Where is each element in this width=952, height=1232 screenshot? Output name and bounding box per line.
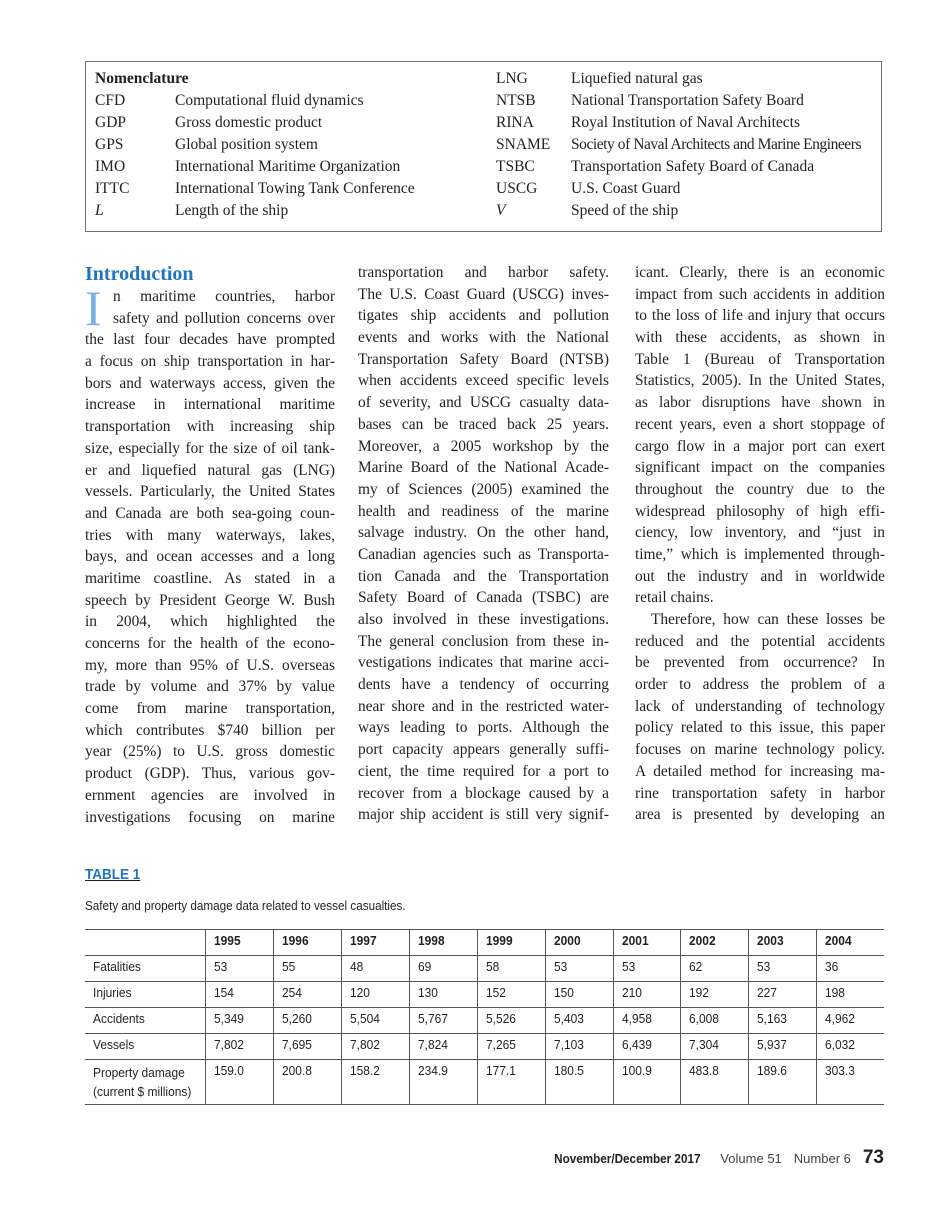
text-line: bases can be traced back 25 years.	[358, 415, 609, 433]
text-line: tries with many waterways, lakes,	[85, 526, 335, 544]
nomenclature-abbr: USCG	[496, 180, 538, 197]
table-header-cell	[749, 930, 817, 956]
text-line: transportation and harbor safety.	[358, 264, 609, 281]
table-cell	[85, 956, 206, 982]
table-cell	[545, 1008, 613, 1034]
text-line: the last four decades have prompted	[85, 331, 335, 349]
cell-text: 48	[349, 959, 364, 974]
cell-text: 4,958	[621, 1011, 652, 1026]
cell-text: Property damage (current $ millions)	[93, 1065, 192, 1099]
nomenclature-entry	[95, 200, 475, 222]
cell-text: 7,802	[349, 1037, 380, 1052]
text-line: recent years, even a short stoppage of	[635, 415, 885, 433]
text-line: come from marine transportation,	[85, 700, 335, 718]
text-line: events and works with the National	[358, 329, 609, 347]
text-line: as labor disruptions have shown in	[635, 394, 885, 412]
table-cell	[613, 982, 681, 1008]
text-line: Therefore, how can these losses be	[651, 611, 885, 628]
text-line: of severity, and USCG casualty data-	[358, 394, 609, 412]
cell-text: 483.8	[689, 1063, 720, 1078]
table-cell	[749, 956, 817, 982]
cell-text: Fatalities	[93, 959, 141, 974]
cell-text: 254	[281, 985, 302, 1000]
text-line: maritime coastline. As stated in a	[85, 569, 335, 587]
text-line: year (25%) to U.S. gross domestic	[85, 743, 335, 761]
table-cell	[206, 956, 274, 982]
table-header-cell	[409, 930, 477, 956]
text-line: Safety Board of Canada (TSBC) are	[358, 589, 609, 607]
cell-text: 7,304	[689, 1037, 720, 1052]
article-column-1	[85, 262, 335, 828]
journal-volume: Volume 51	[720, 1151, 782, 1166]
text-line: n maritime countries, harbor	[113, 288, 335, 305]
table-cell	[817, 1008, 884, 1034]
table-cell	[273, 982, 341, 1008]
nomenclature-entry	[496, 112, 881, 134]
nomenclature-abbr: LNG	[496, 70, 528, 87]
nomenclature-abbr: CFD	[95, 92, 126, 109]
cell-text: 5,403	[553, 1011, 584, 1026]
text-line: with these accidents, as shown in	[635, 329, 885, 347]
table-cell	[206, 1060, 274, 1105]
page-footer	[546, 1147, 884, 1169]
cell-text: 53	[757, 959, 771, 974]
drop-cap: I	[85, 280, 102, 336]
table-cell	[477, 1034, 545, 1060]
text-line: Table 1 (Bureau of Transportation	[635, 350, 885, 368]
nomenclature-entry	[496, 156, 881, 178]
table-cell	[85, 1034, 206, 1060]
header-text: 2003	[757, 933, 784, 948]
text-line: speech by President George W. Bush	[85, 591, 335, 609]
nomenclature-box	[85, 61, 882, 232]
nomenclature-definition: International Maritime Organization	[175, 158, 401, 175]
cell-text: 62	[689, 959, 703, 974]
text-line: icant. Clearly, there is an economic	[635, 264, 885, 281]
nomenclature-entry	[496, 90, 881, 112]
text-line: safety and pollution concerns over	[113, 309, 335, 327]
text-line: reduced and the potential accidents	[635, 632, 885, 650]
page-number: 73	[862, 1147, 884, 1168]
nomenclature-abbr: TSBC	[496, 158, 535, 175]
table-cell	[477, 956, 545, 982]
table-cell	[273, 1060, 341, 1105]
nomenclature-abbr: IMO	[95, 158, 126, 175]
text-line: a focus on ship transportation in har-	[85, 353, 335, 371]
nomenclature-definition: Gross domestic product	[175, 114, 323, 131]
cell-text: Accidents	[93, 1011, 145, 1026]
table-header-cell	[341, 930, 409, 956]
nomenclature-abbr: RINA	[496, 114, 534, 131]
nomenclature-entry	[95, 90, 475, 112]
text-line: tion Canada and the Transportation	[358, 567, 609, 585]
nomenclature-definition: International Towing Tank Conference	[175, 180, 415, 197]
header-text: 1999	[485, 933, 513, 948]
table-cell	[341, 1060, 409, 1105]
table-cell	[817, 1060, 884, 1105]
table-cell	[273, 956, 341, 982]
cell-text: 234.9	[417, 1063, 448, 1078]
table-cell	[681, 956, 749, 982]
cell-text: 130	[417, 985, 438, 1000]
nomenclature-abbr: L	[95, 202, 104, 219]
text-line: out the industry and in worldwide	[635, 567, 885, 585]
table-cell	[613, 956, 681, 982]
header-text: 2004	[825, 933, 852, 948]
header-text: 1995	[214, 933, 241, 948]
text-line: port capacity appears generally suffi-	[358, 741, 609, 759]
text-line: lack of understanding of technology	[635, 697, 885, 715]
cell-text: 159.0	[214, 1063, 244, 1078]
text-line: retail chains.	[635, 589, 714, 607]
nomenclature-entry	[496, 68, 881, 90]
section-heading: Introduction	[85, 263, 194, 285]
nomenclature-definition: Society of Naval Architects and Marine Engineers	[571, 136, 862, 153]
data-table	[85, 929, 884, 1105]
nomenclature-abbr: ITTC	[95, 180, 130, 197]
nomenclature-definition: Global position system	[175, 136, 318, 153]
text-line: in 2004, which highlighted the	[85, 613, 335, 631]
article-column-3	[635, 262, 885, 826]
cell-text: 210	[621, 985, 642, 1000]
table-cell	[681, 1008, 749, 1034]
table-cell	[749, 1034, 817, 1060]
table-header-cell	[681, 930, 749, 956]
cell-text: 36	[825, 959, 839, 974]
text-line: Statistics, 2005). In the United States,	[635, 372, 885, 390]
table-cell	[817, 982, 884, 1008]
table-cell	[341, 1034, 409, 1060]
text-line: trade by volume and 37% by value	[85, 678, 335, 696]
text-line: widespread philosophy of high effi-	[635, 502, 885, 520]
text-line: health and readiness of the marine	[358, 502, 609, 520]
nomenclature-definition: Length of the ship	[175, 202, 289, 219]
text-line: tigates ship accidents and pollution	[358, 307, 609, 325]
cell-text: Injuries	[93, 985, 132, 1000]
cell-text: 198	[825, 985, 846, 1000]
table-cell	[85, 1008, 206, 1034]
text-line: size, especially for the size of oil tank-	[85, 439, 335, 457]
text-line: major ship accident is still very signif-	[358, 806, 609, 824]
table-cell	[749, 982, 817, 1008]
nomenclature-entry	[496, 134, 881, 156]
header-text: 1997	[349, 933, 377, 948]
text-line: concerns for the health of the econo-	[85, 635, 335, 652]
text-line: area is presented by developing an	[635, 806, 885, 824]
text-line: and Canada are both sea-going coun-	[85, 504, 335, 522]
cell-text: 6,032	[825, 1037, 856, 1052]
text-line: dents have a tendency of occurring	[358, 676, 609, 694]
table-header-cell	[206, 930, 274, 956]
cell-text: 5,504	[349, 1011, 380, 1026]
table-cell	[477, 1060, 545, 1105]
text-line: increase in international maritime	[85, 396, 335, 414]
text-line: recover from a blockage caused by a	[358, 784, 609, 802]
text-line: Marine Board of the National Acade-	[358, 459, 609, 477]
cell-text: 5,526	[485, 1011, 516, 1026]
table-cell	[545, 982, 613, 1008]
cell-text: 5,937	[757, 1037, 788, 1052]
table-header-cell	[273, 930, 341, 956]
nomenclature-definition: Royal Institution of Naval Architects	[571, 114, 801, 131]
table-cell	[477, 1008, 545, 1034]
text-line: The U.S. Coast Guard (USCG) inves-	[358, 285, 609, 303]
header-text: 1996	[281, 933, 309, 948]
text-line: throughout the country due to the	[635, 480, 885, 498]
table-cell	[409, 982, 477, 1008]
text-line: Canadian agencies such as Transporta-	[358, 545, 609, 563]
table-cell	[409, 956, 477, 982]
table-cell	[817, 956, 884, 982]
header-text: 2002	[689, 933, 717, 948]
nomenclature-definition: Computational fluid dynamics	[175, 92, 364, 109]
table-label[interactable]: TABLE 1	[85, 866, 141, 883]
nomenclature-abbr: SNAME	[496, 136, 551, 153]
table-cell	[545, 1034, 613, 1060]
table-cell	[681, 1034, 749, 1060]
table-cell	[273, 1034, 341, 1060]
nomenclature-title: Nomenclature	[95, 70, 189, 87]
table-header-cell	[817, 930, 884, 956]
nomenclature-entry	[95, 156, 475, 178]
nomenclature-definition: Liquefied natural gas	[571, 70, 703, 87]
text-line: bors and waterways access, given the	[85, 374, 335, 392]
table-row	[85, 956, 884, 982]
text-line: The general conclusion from these in-	[358, 632, 609, 650]
table-cell	[409, 1060, 477, 1105]
text-line: er and liquefied natural gas (LNG)	[85, 461, 335, 479]
cell-text: 5,767	[417, 1011, 448, 1026]
text-line: policy related to this issue, this paper	[635, 719, 885, 737]
text-line: product (GDP). Thus, various gov-	[85, 765, 335, 783]
cell-text: 100.9	[621, 1063, 652, 1078]
text-line: investigations focusing on marine	[85, 808, 335, 826]
cell-text: 69	[417, 959, 432, 974]
text-line: ciency, low inventory, and “just in	[635, 524, 885, 542]
table-cell	[341, 982, 409, 1008]
text-line: vestigations indicates that marine acci-	[358, 654, 609, 672]
article-column-2	[358, 262, 609, 826]
text-line: cargo flow in a major port can exert	[635, 437, 885, 455]
table-header-cell	[613, 930, 681, 956]
table-header-row	[85, 930, 884, 956]
text-line: my, more than 95% of U.S. overseas	[85, 656, 335, 674]
table-cell	[206, 982, 274, 1008]
cell-text: 7,802	[214, 1037, 244, 1052]
table-row	[85, 1034, 884, 1060]
cell-text: 120	[349, 985, 370, 1000]
cell-text: 158.2	[349, 1063, 380, 1078]
table-cell	[749, 1008, 817, 1034]
cell-text: 192	[689, 985, 710, 1000]
cell-text: 53	[553, 959, 567, 974]
table-cell	[613, 1034, 681, 1060]
nomenclature-definition: Speed of the ship	[571, 202, 679, 219]
cell-text: 7,103	[553, 1037, 584, 1052]
cell-text: 152	[485, 985, 506, 1000]
nomenclature-entry	[95, 134, 475, 156]
text-line: vessels. Particularly, the United States	[85, 483, 335, 501]
nomenclature-definition: U.S. Coast Guard	[571, 180, 681, 197]
nomenclature-entry	[496, 200, 881, 222]
text-line: significant impact on the companies	[635, 459, 885, 477]
table-cell	[206, 1034, 274, 1060]
header-text: 2001	[621, 933, 649, 948]
nomenclature-abbr: V	[496, 202, 506, 219]
text-line: ways leading to ports. Although the	[358, 719, 609, 737]
table-row	[85, 982, 884, 1008]
journal-issue: November/December 2017	[553, 1151, 701, 1166]
text-line: ernment agencies are involved in	[85, 786, 335, 804]
table-cell	[409, 1034, 477, 1060]
text-line: Transportation Safety Board (NTSB)	[358, 350, 609, 368]
cell-text: 55	[281, 959, 296, 974]
cell-text: 189.6	[757, 1063, 788, 1078]
cell-text: 58	[485, 959, 499, 974]
cell-text: 180.5	[553, 1063, 584, 1078]
table-cell	[613, 1060, 681, 1105]
table-cell	[206, 1008, 274, 1034]
journal-number: Number 6	[793, 1151, 851, 1166]
cell-text: 5,349	[214, 1011, 244, 1026]
text-line: cient, the time required for a port to	[358, 762, 609, 780]
cell-text: 5,260	[281, 1011, 312, 1026]
cell-text: 200.8	[281, 1063, 312, 1078]
cell-text: 7,824	[417, 1037, 448, 1052]
table-cell	[85, 982, 206, 1008]
table-header-cell	[477, 930, 545, 956]
text-line: salvage industry. On the other hand,	[358, 524, 609, 542]
nomenclature-entry	[95, 178, 475, 200]
table-cell	[681, 982, 749, 1008]
text-line: bays, and ocean accesses and a long	[85, 548, 335, 566]
text-line: order to address the problem of a	[635, 676, 885, 694]
table-row	[85, 1008, 884, 1034]
nomenclature-entry	[95, 112, 475, 134]
text-line: transportation with increasing ship	[85, 418, 335, 436]
nomenclature-abbr: GDP	[95, 114, 127, 131]
table-caption: Safety and property damage data related to vessel casualties.	[85, 898, 406, 913]
cell-text: 7,695	[281, 1037, 312, 1052]
table-cell	[273, 1008, 341, 1034]
header-text: 2000	[553, 933, 581, 948]
cell-text: 53	[214, 959, 228, 974]
cell-text: 5,163	[757, 1011, 788, 1026]
text-line: near shore and in the restricted water-	[358, 697, 609, 715]
text-line: which contributes $740 billion per	[85, 721, 335, 739]
cell-text: 53	[621, 959, 635, 974]
cell-text: 6,439	[621, 1037, 652, 1052]
text-line: my of Sciences (2005) examined the	[358, 480, 609, 498]
cell-text: 303.3	[825, 1063, 856, 1078]
nomenclature-definition: Transportation Safety Board of Canada	[571, 158, 815, 175]
table-cell	[613, 1008, 681, 1034]
nomenclature-entry	[496, 178, 881, 200]
text-line: time,” which is implemented through-	[635, 545, 885, 563]
table-cell	[341, 956, 409, 982]
table-header-cell	[85, 930, 206, 956]
nomenclature-abbr: NTSB	[496, 92, 536, 109]
text-line: focuses on marine technology policy.	[635, 741, 885, 759]
nomenclature-abbr: GPS	[95, 136, 124, 153]
text-line: also involved in these investigations.	[358, 611, 609, 628]
text-line: rine transportation safety in harbor	[635, 784, 885, 802]
text-line: be prevented from occurrence? In	[635, 654, 885, 672]
cell-text: 7,265	[485, 1037, 516, 1052]
cell-text: Vessels	[93, 1037, 135, 1052]
table-cell	[85, 1060, 206, 1105]
table-cell	[681, 1060, 749, 1105]
nomenclature-definition: National Transportation Safety Board	[571, 92, 804, 109]
text-line: impact from such accidents in addition	[635, 285, 885, 303]
cell-text: 177.1	[485, 1063, 516, 1078]
cell-text: 6,008	[689, 1011, 720, 1026]
header-text: 1998	[417, 933, 445, 948]
table-cell	[477, 982, 545, 1008]
table-cell	[341, 1008, 409, 1034]
cell-text: 150	[553, 985, 574, 1000]
table-cell	[545, 956, 613, 982]
text-line: Moreover, a 2005 workshop by the	[358, 437, 609, 455]
table-cell	[545, 1060, 613, 1105]
cell-text: 4,962	[825, 1011, 856, 1026]
text-line: to the loss of life and injury that occurs	[635, 307, 885, 325]
cell-text: 154	[214, 985, 234, 1000]
table-cell	[749, 1060, 817, 1105]
table-row	[85, 1060, 884, 1105]
table-header-cell	[545, 930, 613, 956]
cell-text: 227	[757, 985, 778, 1000]
text-line: when accidents exceed specific levels	[358, 372, 609, 390]
text-line: A detailed method for increasing ma-	[635, 762, 885, 780]
table-cell	[817, 1034, 884, 1060]
table-cell	[409, 1008, 477, 1034]
